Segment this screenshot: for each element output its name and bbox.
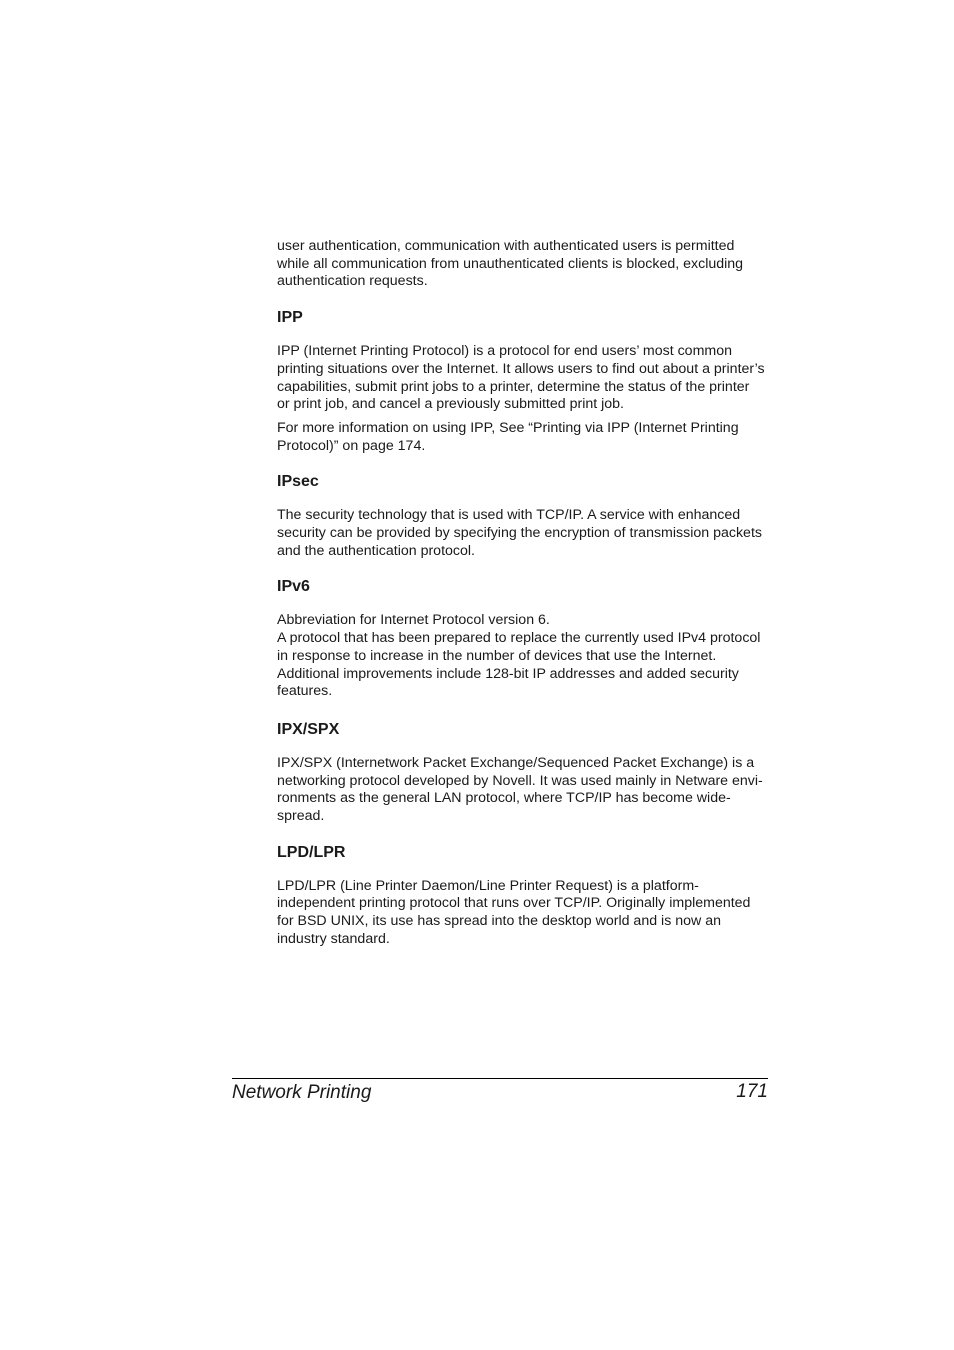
- text-line: authentication requests.: [277, 273, 428, 290]
- ipv6-paragraph: [277, 612, 772, 701]
- text-line: Abbreviation for Internet Protocol version 6.: [277, 612, 550, 629]
- ipp-paragraph-2: [277, 420, 772, 455]
- section-heading-lpd-lpr: LPD/LPR: [277, 843, 346, 861]
- text-line: The security technology that is used with TCP/IP. A service with enhanced: [277, 507, 741, 524]
- text-line: Additional improvements include 128-bit IP addresses and added security: [277, 665, 739, 682]
- text-line: networking protocol developed by Novell. It was used mainly in Netware envi-: [277, 772, 763, 789]
- text-line: or print job, and cancel a previously submitted print job.: [277, 396, 624, 413]
- main-content: [277, 238, 772, 949]
- text-line: industry standard.: [277, 930, 390, 947]
- text-line: for BSD UNIX, its use has spread into the desktop world and is now an: [277, 913, 721, 930]
- text-line: IPP (Internet Printing Protocol) is a protocol for end users’ most common: [277, 343, 732, 360]
- intro-paragraph: [277, 238, 772, 291]
- lpd-lpr-paragraph: [277, 878, 772, 949]
- ipx-spx-paragraph: [277, 755, 772, 826]
- ipsec-paragraph: [277, 507, 772, 560]
- text-line: For more information on using IPP, See “Printing via IPP (Internet Printing: [277, 419, 739, 436]
- footer-divider: [232, 1078, 768, 1079]
- text-line: security can be provided by specifying the encryption of transmission packets: [277, 525, 762, 542]
- text-line: features.: [277, 683, 333, 700]
- text-line: Protocol)” on page 174.: [277, 437, 426, 454]
- section-heading-ipv6: IPv6: [277, 578, 310, 596]
- text-line: spread.: [277, 808, 325, 825]
- footer-chapter-title: Network Printing: [232, 1082, 372, 1103]
- text-line: A protocol that has been prepared to replace the currently used IPv4 protocol: [277, 630, 761, 647]
- ipp-paragraph-1: [277, 343, 772, 414]
- text-line: ronments as the general LAN protocol, where TCP/IP has become wide-: [277, 790, 731, 807]
- text-line: capabilities, submit print jobs to a printer, determine the status of the printer: [277, 378, 750, 395]
- footer-page-number: 171: [736, 1081, 768, 1102]
- text-line: while all communication from unauthenticated clients is blocked, excluding: [277, 255, 744, 272]
- text-line: independent printing protocol that runs over TCP/IP. Originally implemented: [277, 895, 751, 912]
- section-heading-ipx-spx: IPX/SPX: [277, 720, 340, 738]
- text-line: LPD/LPR (Line Printer Daemon/Line Printer Request) is a platform-: [277, 877, 699, 894]
- text-line: and the authentication protocol.: [277, 542, 475, 559]
- section-heading-ipsec: IPsec: [277, 473, 319, 491]
- text-line: IPX/SPX (Internetwork Packet Exchange/Sequenced Packet Exchange) is a: [277, 754, 755, 771]
- text-line: printing situations over the Internet. It allows users to find out about a printer’s: [277, 360, 765, 377]
- text-line: user authentication, communication with authenticated users is permitted: [277, 238, 735, 254]
- text-line: in response to increase in the number of devices that use the Internet.: [277, 647, 717, 664]
- section-heading-ipp: IPP: [277, 309, 303, 327]
